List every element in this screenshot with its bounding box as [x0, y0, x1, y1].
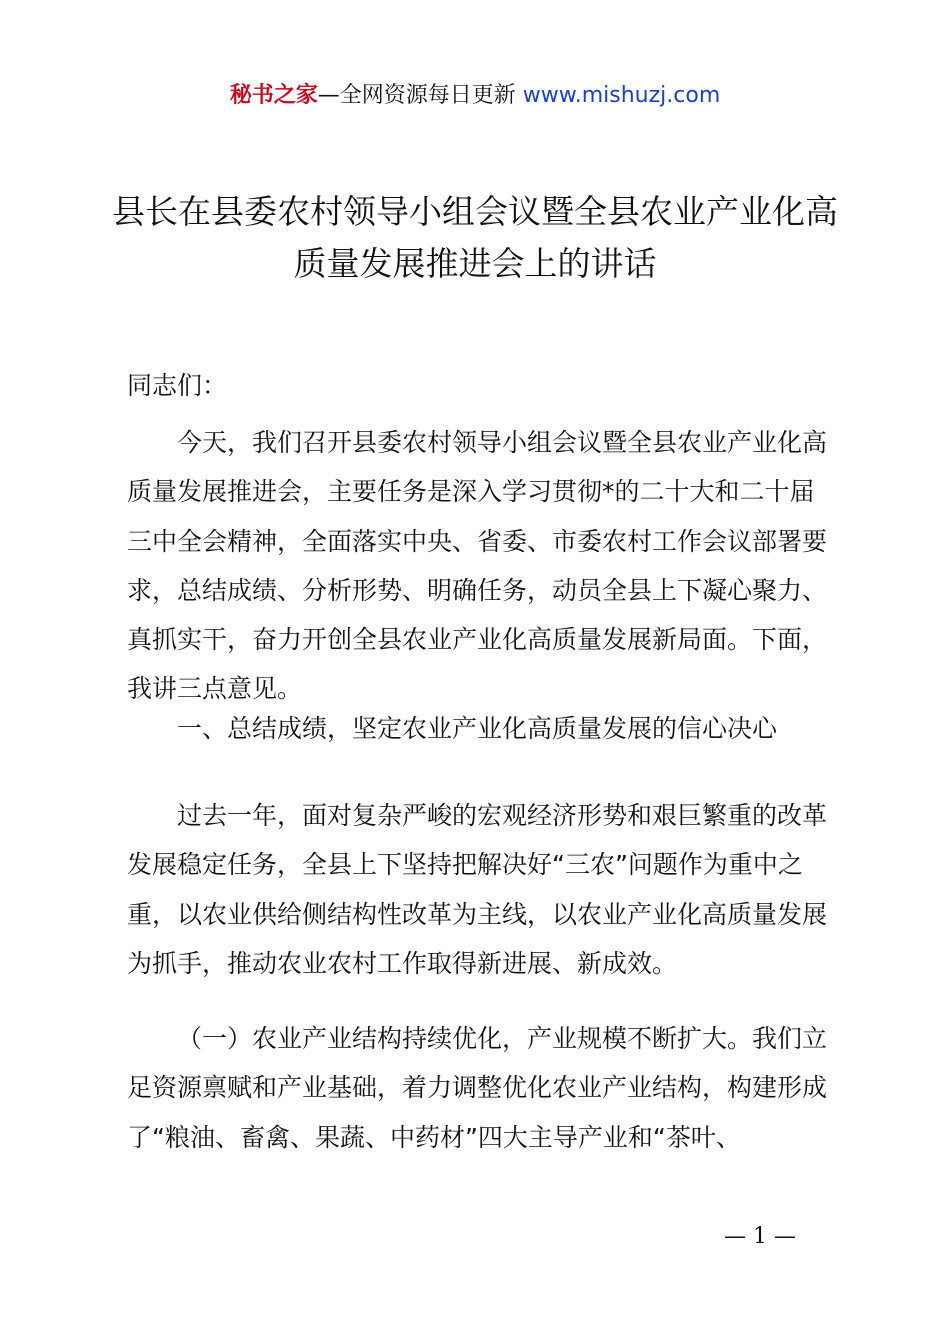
page-number: — 1 — — [724, 1224, 796, 1249]
paragraph-intro: 今天，我们召开县委农村领导小组会议暨全县农业产业化高质量发展推进会，主要任务是深入学习贯彻*的二十大和二十届三中全会精神，全面落实中央、省委、市委农村工作会议部署要求，总结成绩、分析形势、明确任务，动员全县上下凝心聚力、真抓实干，奋力开创全县农业产业化高质量发展新局面。下面，我讲三点意见。 — [127, 428, 828, 704]
paragraph-summary: 过去一年，面对复杂严峻的宏观经济形势和艰巨繁重的改革发展稳定任务，全县上下坚持把解决好“三农”问题作为重中之重，以农业供给侧结构性改革为主线，以农业产业化高质量发展为抓手，推动农业农村工作取得新进展、新成效。 — [127, 801, 828, 978]
site-brand: 秘书之家 — [229, 83, 318, 108]
site-url[interactable]: www.mishuzj.com — [515, 83, 721, 108]
salutation: 同志们： — [127, 371, 228, 400]
site-header — [0, 80, 950, 112]
site-slogan: —全网资源每日更新 — [317, 83, 516, 108]
paragraph-subsection-1: （一）农业产业结构持续优化，产业规模不断扩大。我们立足资源禀赋和产业基础，着力调整优化农业产业结构，构建形成了“粮油、畜禽、果蔬、中药材”四大主导产业和“茶叶、 — [127, 1024, 828, 1152]
document-title: 县长在县委农村领导小组会议暨全县农业产业化高质量发展推进会上的讲话 — [112, 192, 838, 283]
section-heading-1: 一、总结成绩，坚定农业产业化高质量发展的信心决心 — [177, 714, 778, 743]
